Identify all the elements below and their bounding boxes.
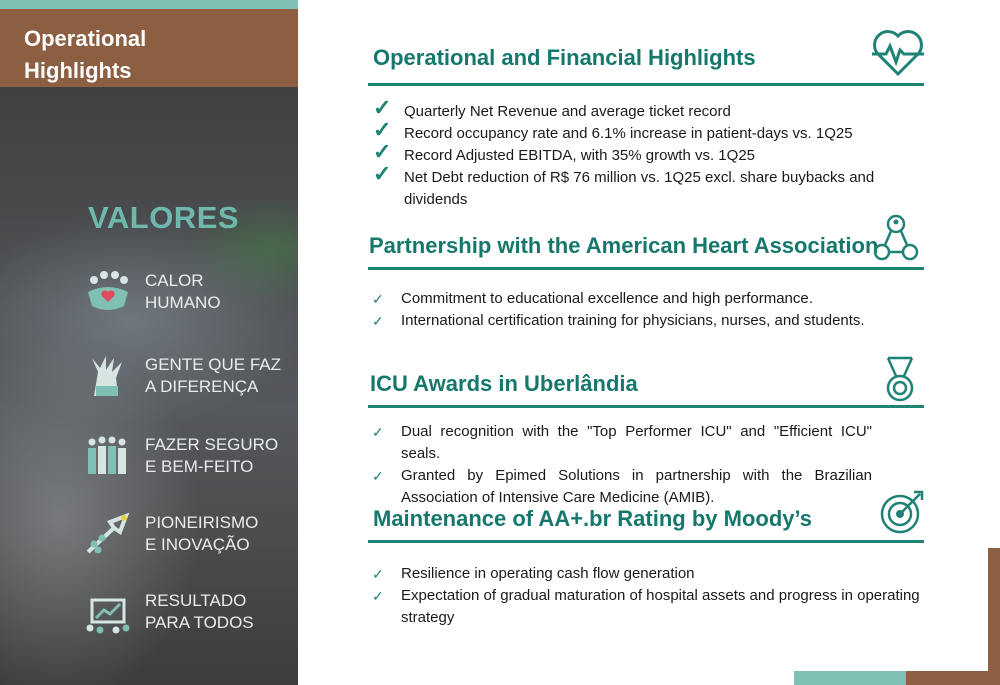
heart-people-icon — [84, 268, 132, 316]
value-label: FAZER SEGURO E BEM-FEITO — [145, 435, 279, 476]
section-divider — [368, 405, 924, 408]
values-panel — [0, 0, 298, 685]
bullet-list-rating — [370, 563, 926, 629]
list-item: ✓ Record Adjusted EBITDA, with 35% growth vs. 1Q25 — [373, 139, 755, 164]
check-icon: ✓ — [373, 95, 392, 120]
network-people-icon — [872, 212, 920, 264]
team-safety-icon — [84, 432, 132, 480]
value-item-pioneirismo — [84, 510, 294, 566]
footer-accent-teal — [794, 671, 906, 685]
check-icon: ✓ — [373, 161, 392, 186]
check-icon: ✓ — [372, 291, 384, 307]
value-label: CALOR HUMANO — [145, 271, 221, 312]
section-divider — [368, 83, 924, 86]
list-item: ✓ Net Debt reduction of R$ 76 million vs. 1Q25 excl. share buybacks and dividends — [373, 161, 875, 208]
list-item: ✓ Commitment to educational excellence and high performance. — [370, 288, 872, 310]
section-title-icu: ICU Awards in Uberlândia — [370, 371, 638, 396]
value-item-gente-que-faz — [84, 352, 294, 408]
rocket-arrow-icon — [84, 510, 132, 558]
value-item-calor-humano — [84, 268, 294, 324]
section-divider — [368, 267, 924, 270]
check-icon: ✓ — [372, 588, 384, 604]
check-icon: ✓ — [372, 424, 384, 440]
valores-heading: VALORES — [88, 200, 240, 235]
check-icon: ✓ — [373, 139, 392, 164]
bullet-list-aha — [370, 288, 872, 332]
value-label: GENTE QUE FAZ A DIFERENÇA — [145, 355, 282, 396]
list-item: ✓ Quarterly Net Revenue and average ticket record — [373, 95, 731, 120]
list-item: ✓ Dual recognition with the "Top Performer ICU" and "Efficient ICU" seals. — [372, 423, 872, 462]
value-item-resultado — [84, 588, 294, 644]
list-item: ✓ Expectation of gradual maturation of hospital assets and progress in operating strategy — [372, 587, 920, 626]
check-icon: ✓ — [372, 313, 384, 329]
check-icon: ✓ — [372, 468, 384, 484]
list-item: ✓ Record occupancy rate and 6.1% increase in patient-days vs. 1Q25 — [373, 117, 853, 142]
bullet-list-operational — [373, 95, 933, 211]
section-label-box — [0, 9, 298, 87]
corner-accent-side — [988, 548, 1000, 685]
check-icon: ✓ — [373, 117, 392, 142]
footer-accent-brown — [906, 671, 1000, 685]
section-divider — [368, 540, 924, 543]
section-title-operational: Operational and Financial Highlights — [373, 45, 756, 70]
target-icon — [880, 488, 926, 536]
section-title-rating: Maintenance of AA+.br Rating by Moody’s — [373, 506, 813, 531]
growth-chart-icon — [84, 588, 132, 636]
value-label: RESULTADO PARA TODOS — [145, 591, 254, 632]
value-label: PIONEIRISMO E INOVAÇÃO — [145, 513, 259, 554]
bullet-list-icu — [370, 421, 872, 509]
check-icon: ✓ — [372, 566, 384, 582]
section-label: Operational Highlights — [24, 26, 147, 83]
list-item: ✓ International certification training for physicians, nurses, and students. — [370, 310, 872, 332]
section-title-aha: Partnership with the American Heart Association — [369, 233, 879, 258]
hands-raised-icon — [84, 352, 132, 400]
heartbeat-icon — [870, 26, 926, 78]
value-item-fazer-seguro — [84, 432, 294, 488]
list-item: ✓ Granted by Epimed Solutions in partnership with the Brazilian Association of Intensive Care Medicine (AMIB). — [372, 467, 872, 506]
top-accent-strip — [0, 0, 298, 9]
medal-icon — [882, 356, 918, 404]
list-item: ✓ Resilience in operating cash flow generation — [370, 563, 926, 585]
